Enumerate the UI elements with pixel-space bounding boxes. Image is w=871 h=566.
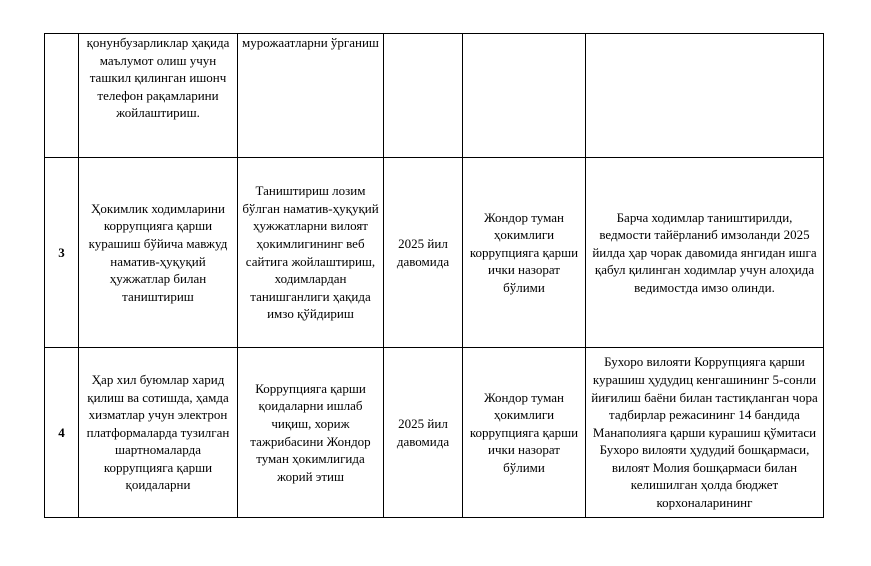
responsible-cell: Жондор туман ҳокимлиги коррупцияга қарши ички назорат бўлими (463, 158, 586, 348)
mechanism-cell: Коррупцияга қарши қоидаларни ишлаб чиқиш, хориж тажрибасини Жондор туман ҳокимлигида жорий этиш (238, 348, 384, 518)
deadline-cell (384, 34, 463, 158)
result-cell: Барча ходимлар таништирилди, ведмости тайёрланиб имзоланди 2025 йилда ҳар чорак давомида янгидан ишга қабул қилинган ходимлар учун алоҳида ведимостда имзо олинди. (586, 158, 824, 348)
row-number-cell (45, 34, 79, 158)
row-number-cell: 3 (45, 158, 79, 348)
anti-corruption-action-plan-table (44, 33, 824, 518)
responsible-cell: Жондор туман ҳокимлиги коррупцияга қарши ички назорат бўлими (463, 348, 586, 518)
mechanism-cell: мурожаатларни ўрганиш (238, 34, 384, 158)
deadline-cell: 2025 йил давомида (384, 158, 463, 348)
row-number-cell: 4 (45, 348, 79, 518)
deadline-cell: 2025 йил давомида (384, 348, 463, 518)
result-cell (586, 34, 824, 158)
activity-cell: Ҳокимлик ходимларини коррупцияга қарши курашиш бўйича мавжуд наматив-ҳуқуқий ҳужжатлар билан таништириш (79, 158, 238, 348)
activity-cell: қонунбузарликлар ҳақида маълумот олиш учун ташкил қилинган ишонч телефон рақамларини жойлаштириш. (79, 34, 238, 158)
activity-cell: Ҳар хил буюмлар харид қилиш ва сотишда, ҳамда хизматлар учун электрон платформаларда тузилган шартномаларда коррупцияга қарши қоидаларни (79, 348, 238, 518)
responsible-cell (463, 34, 586, 158)
table-row-continuation (45, 34, 824, 158)
mechanism-cell: Таништириш лозим бўлган наматив-ҳуқуқий ҳужжатларни вилоят ҳокимлигининг веб сайтига жойлаштириш, ходимлардан танишганлиги ҳақида имзо қўйдириш (238, 158, 384, 348)
table-row-4 (45, 348, 824, 518)
table-row-3 (45, 158, 824, 348)
result-cell: Бухоро вилояти Коррупцияга қарши курашиш ҳудудиц кенгашининг 5-сонли йиғилиш баёни билан тастиқланган чора тадбирлар режасининг 14 бандида Манаполияга қарши курашиш қўмитаси Бухоро вилояти ҳудудий бошқармаси, вилоят Молия бошқармаси билан келишилган ҳолда бюджет корхоналарининг (586, 348, 824, 518)
